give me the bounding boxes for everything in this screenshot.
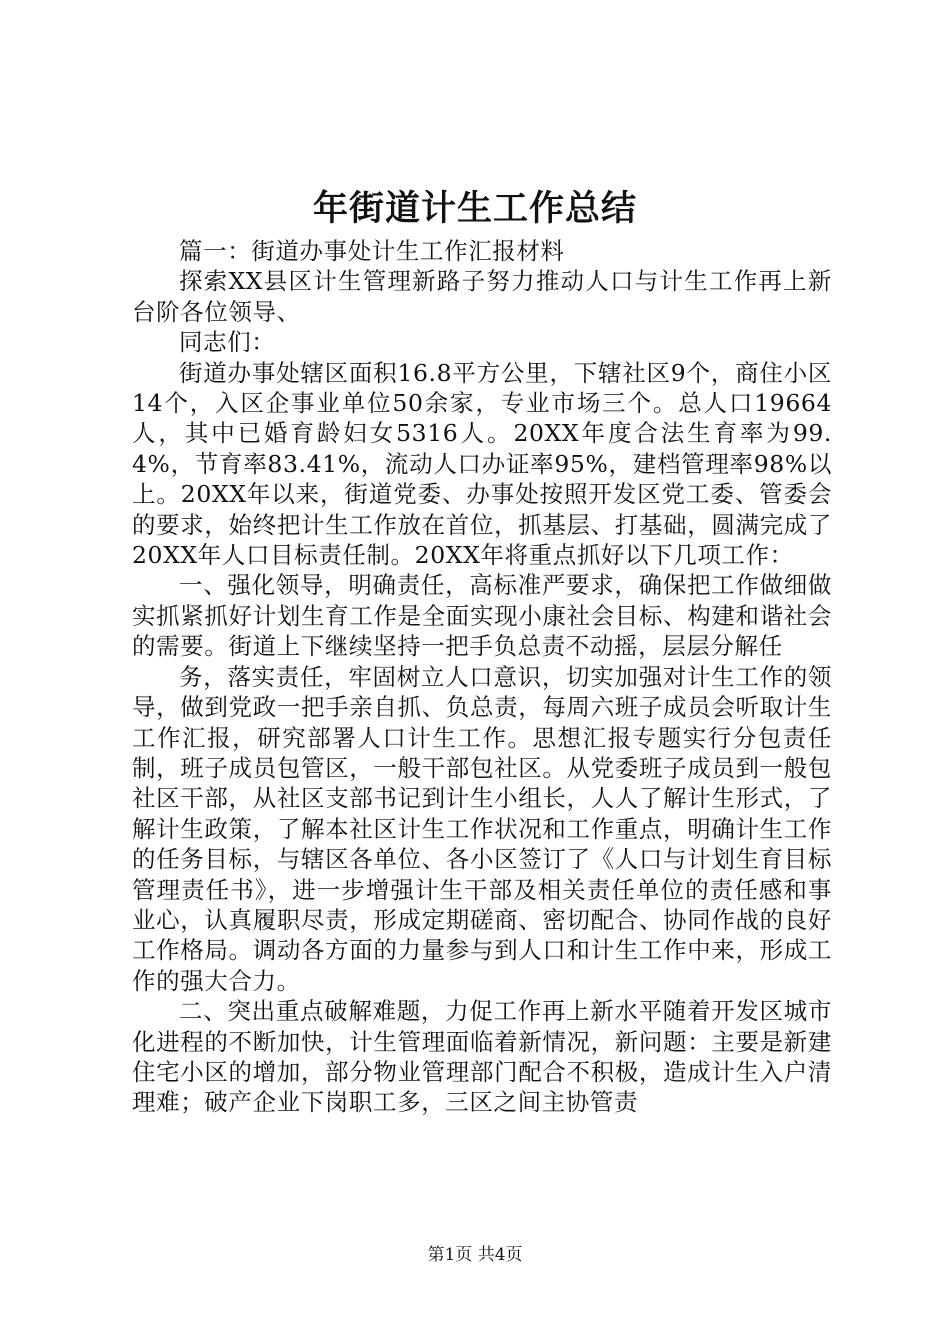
paragraph-point-one: 一、强化领导，明确责任，高标准严要求，确保把工作做细做实抓紧抓好计划生育工作是全面实现小康社会目标、构建和谐社会的需要。街道上下继续坚持一把手负总责不动摇，层层分解任: [132, 571, 832, 661]
document-body: [132, 236, 832, 1118]
paragraph-section-heading: 篇一：街道办事处计生工作汇报材料: [179, 237, 565, 265]
paragraph-salutation: 同志们：: [179, 328, 276, 357]
paragraph-subtitle: 探索XX县区计生管理新路子努力推动人口与计生工作再上新台阶各位领导、: [132, 267, 832, 326]
paragraph-overview: 街道办事处辖区面积16.8平方公里，下辖社区9个，商住小区14个，入区企事业单位50余家，专业市场三个。总人口19664人，其中已婚育龄妇女5316人。20XX年度合法生育率为99.4%，节育率83.41%，流动人口办证率95%，建档管理率98%以上。20XX年以来，街道党委、办事处按照开发区党工委、管委会的要求，始终把计生工作放在首位，抓基层、打基础，圆满完成了20XX年人口目标责任制。20XX年将重点抓好以下几项工作：: [132, 358, 832, 570]
document-title: 年街道计生工作总结: [312, 188, 637, 229]
page-number-footer: 第1页 共4页: [427, 1245, 523, 1265]
paragraph-point-one-continued: 务，落实责任，牢固树立人口意识，切实加强对计生工作的领导，做到党政一把手亲自抓、负总责，每周六班子成员会听取计生工作汇报，研究部署人口计生工作。思想汇报专题实行分包责任制，班子成员包管区，一般干部包社区。从党委班子成员到一般包社区干部，从社区支部书记到计生小组长，人人了解计生形式，了解计生政策，了解本社区计生工作状况和工作重点，明确计生工作的任务目标，与辖区各单位、各小区签订了《人口与计划生育目标管理责任书》，进一步增强计生干部及相关责任单位的责任感和事业心，认真履职尽责，形成定期磋商、密切配合、协同作战的良好工作格局。调动各方面的力量参与到人口和计生工作中来，形成工作的强大合力。: [132, 662, 832, 995]
paragraph-point-two: 二、突出重点破解难题，力促工作再上新水平随着开发区城市化进程的不断加快，计生管理面临着新情况，新问题：主要是新建住宅小区的增加，部分物业管理部门配合不积极，造成计生入户清理难；破产企业下岗职工多，三区之间主协管责: [132, 997, 832, 1117]
